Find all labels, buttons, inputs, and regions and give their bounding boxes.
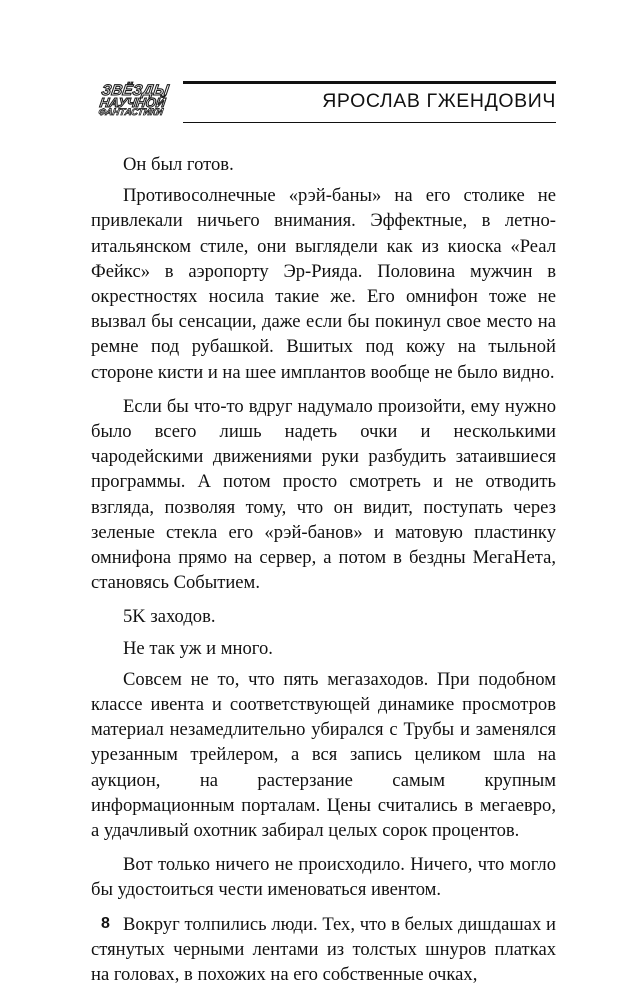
page-number: 8 <box>101 915 110 932</box>
paragraph: Вот только ничего не происходило. Ничего, что могло бы удостоиться чести именоваться ивентом. <box>91 854 556 901</box>
paragraph: Если бы что-то вдруг надумало произойти, ему нужно было всего лишь надеть очки и несколькими чародейскими движениями руки разбудить затаившиеся программы. А потом просто смотреть и не отводить взгляда, позволяя тому, что он видит, поступать через зеленые стекла его «рэй-банов» и матовую пластинку омнифона прямо на сервер, а потом в бездны МегаНета, становясь Событием. <box>91 395 556 594</box>
paragraph: Не так уж и много. <box>123 637 273 659</box>
body-text <box>91 152 556 996</box>
paragraph: Он был готов. <box>123 154 234 175</box>
header-rule-top <box>183 81 556 84</box>
paragraph: Совсем не то, что пять мегазаходов. При подобном классе ивента и соответствующей динамике просмотров материал незамедлительно убирался с Трубы и заменялся урезанным трейлером, а вся запись целиком шла на аукцион, на растерзание самым крупным информационным порталам. Цены считались в мегаевро, а удачливый охотник забирал целых сорок процентов. <box>91 668 556 842</box>
logo-line-3: ФАНТАСТИКИ <box>97 107 164 118</box>
running-head-author: ЯРОСЛАВ ГЖЕНДОВИЧ <box>322 90 556 112</box>
series-logo <box>97 83 174 121</box>
paragraph: 5K заходов. <box>123 606 216 628</box>
header-rule-bottom <box>183 122 556 123</box>
paragraph: Противосолнечные «рэй-баны» на его столике не привлекали ничьего внимания. Эффектные, в летно-итальянском стиле, они выглядели как из киоска «Реал Фейкс» в аэропорту Эр-Рияда. Половина мужчин в окрестностях носила такие же. Его омнифон тоже не вызвал бы сенсации, даже если бы покинул свое место на ремне под рубашкой. Вшитых под кожу на тыльной стороне кисти и на шее имплантов вообще не было видно. <box>91 185 556 383</box>
logo-line-1: ЗВЁЗДЫ <box>100 82 170 99</box>
paragraph: Вокруг толпились люди. Тех, что в белых дишдашах и стянутых черными лентами из толстых шнуров платках на головах, в похожих на его собственные очках, <box>91 913 556 986</box>
logo-line-2: НАУЧНОЙ <box>98 95 167 110</box>
